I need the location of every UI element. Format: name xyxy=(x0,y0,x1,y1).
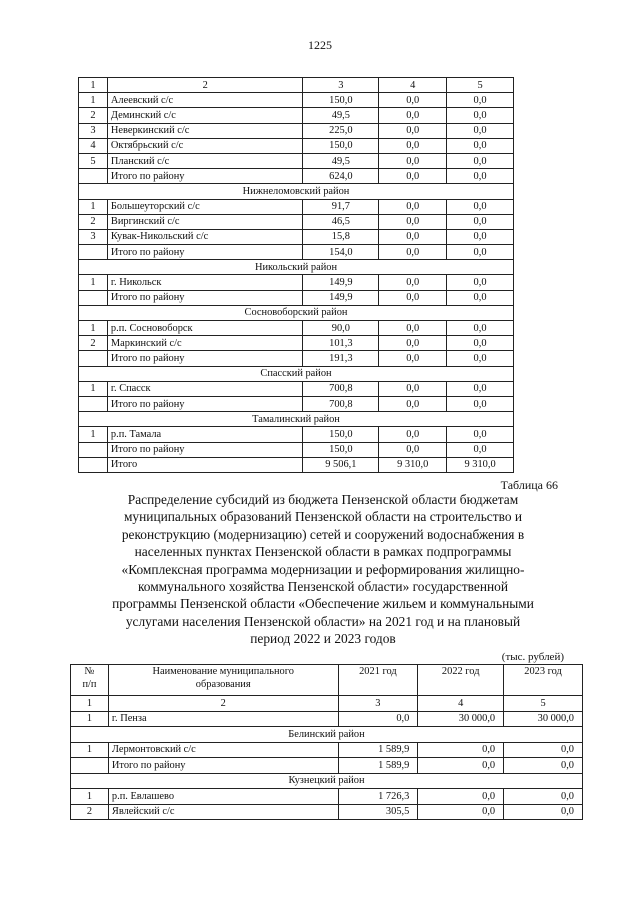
value-2022: 0,0 xyxy=(379,336,447,351)
row-name: Лермонтовский с/с xyxy=(108,742,338,758)
header-name-line1: Наименование муниципального xyxy=(152,666,294,677)
title-line: программы Пензенской области «Обеспечение жильем и коммунальными xyxy=(112,596,534,612)
row-name: р.п. Тамала xyxy=(107,427,303,442)
title-line: коммунального хозяйства Пензенской области» государственной xyxy=(137,579,509,595)
value-2022: 0,0 xyxy=(379,427,447,442)
column-number-cell: 2 xyxy=(107,78,303,93)
value-2023: 0,0 xyxy=(447,138,514,153)
value-2021: 150,0 xyxy=(303,138,379,153)
value-2022: 0,0 xyxy=(418,804,504,820)
total-row xyxy=(79,169,514,184)
row-name: Итого по району xyxy=(107,442,303,457)
column-number-row xyxy=(71,696,583,712)
district-name: Сосновоборский район xyxy=(79,305,514,320)
value-2021: 150,0 xyxy=(303,93,379,108)
row-name: г. Спасск xyxy=(107,381,303,396)
column-number-cell: 1 xyxy=(79,78,108,93)
column-number-cell: 5 xyxy=(504,696,583,712)
row-number xyxy=(79,457,108,472)
value-2021: 91,7 xyxy=(303,199,379,214)
row-name: Большеуторский с/с xyxy=(107,199,303,214)
value-2021: 15,8 xyxy=(303,229,379,244)
row-name: Итого по району xyxy=(107,351,303,366)
table-header-row xyxy=(71,665,583,696)
value-2021: 1 589,9 xyxy=(338,742,418,758)
title-line: период 2022 и 2023 годов xyxy=(250,631,396,647)
value-2022: 0,0 xyxy=(379,153,447,168)
value-2023: 0,0 xyxy=(447,351,514,366)
column-number-cell: 3 xyxy=(338,696,418,712)
header-2022: 2022 год xyxy=(418,665,504,696)
district-row xyxy=(79,305,514,320)
value-2021: 149,9 xyxy=(303,290,379,305)
value-2022: 30 000,0 xyxy=(418,711,504,727)
row-number: 2 xyxy=(79,214,108,229)
column-number-cell: 1 xyxy=(71,696,109,712)
row-name: г. Пенза xyxy=(108,711,338,727)
value-2022: 9 310,0 xyxy=(379,457,447,472)
header-name-line2: образования xyxy=(195,679,251,690)
value-2023: 0,0 xyxy=(447,396,514,411)
value-2021: 49,5 xyxy=(303,153,379,168)
value-2023: 0,0 xyxy=(447,321,514,336)
value-2021: 700,8 xyxy=(303,381,379,396)
row-number: 3 xyxy=(79,123,108,138)
row-name: Итого по району xyxy=(107,169,303,184)
row-name: Планский с/с xyxy=(107,153,303,168)
row-number: 4 xyxy=(79,138,108,153)
subsidy-table-continued xyxy=(78,77,514,473)
row-name: г. Никольск xyxy=(107,275,303,290)
row-name: р.п. Евлашево xyxy=(108,789,338,805)
row-name: Итого по району xyxy=(107,290,303,305)
value-2022: 0,0 xyxy=(379,275,447,290)
row-name: Кувак-Никольский с/с xyxy=(107,229,303,244)
header-number-line1: № xyxy=(84,666,95,677)
table-label: Таблица 66 xyxy=(500,478,558,492)
value-2022: 0,0 xyxy=(379,138,447,153)
value-2021: 305,5 xyxy=(338,804,418,820)
district-name: Тамалинский район xyxy=(79,412,514,427)
header-name xyxy=(108,665,338,696)
value-2023: 0,0 xyxy=(447,108,514,123)
column-number-cell: 4 xyxy=(418,696,504,712)
row-number: 1 xyxy=(79,427,108,442)
value-2022: 0,0 xyxy=(418,742,504,758)
title-line: муниципальных образований Пензенской области на строительство и xyxy=(123,509,523,525)
title-line: услугами населения Пензенской области» на 2021 год и на плановый xyxy=(125,613,521,629)
row-name: Октябрьский с/с xyxy=(107,138,303,153)
header-2023: 2023 год xyxy=(504,665,583,696)
table-row xyxy=(71,804,583,820)
district-name: Кузнецкий район xyxy=(71,773,583,789)
district-row xyxy=(71,727,583,743)
value-2023: 0,0 xyxy=(504,804,583,820)
value-2023: 0,0 xyxy=(447,214,514,229)
row-name: Итого по району xyxy=(108,758,338,774)
title-line: реконструкцию (модернизацию) сетей и сооружений водоснабжения в xyxy=(121,526,525,542)
total-row xyxy=(79,351,514,366)
row-number xyxy=(71,758,109,774)
value-2021: 1 726,3 xyxy=(338,789,418,805)
table-row xyxy=(79,93,514,108)
header-number-line2: п/п xyxy=(82,679,97,690)
row-name: Маркинский с/с xyxy=(107,336,303,351)
value-2021: 150,0 xyxy=(303,427,379,442)
value-2021: 9 506,1 xyxy=(303,457,379,472)
column-number-cell: 2 xyxy=(108,696,338,712)
value-2023: 0,0 xyxy=(447,229,514,244)
value-2023: 0,0 xyxy=(447,245,514,260)
value-2021: 225,0 xyxy=(303,123,379,138)
value-2021: 46,5 xyxy=(303,214,379,229)
table-row xyxy=(71,742,583,758)
row-name: Неверкинский с/с xyxy=(107,123,303,138)
district-row xyxy=(79,184,514,199)
value-2021: 154,0 xyxy=(303,245,379,260)
table-row xyxy=(79,336,514,351)
value-2022: 0,0 xyxy=(379,321,447,336)
value-2023: 0,0 xyxy=(447,123,514,138)
row-number: 2 xyxy=(79,108,108,123)
row-number: 5 xyxy=(79,153,108,168)
row-number: 1 xyxy=(79,381,108,396)
value-2021: 90,0 xyxy=(303,321,379,336)
table-row xyxy=(79,214,514,229)
value-2023: 0,0 xyxy=(447,275,514,290)
row-number: 1 xyxy=(71,789,109,805)
column-number-cell: 4 xyxy=(379,78,447,93)
district-row xyxy=(71,773,583,789)
row-name: Алеевский с/с xyxy=(107,93,303,108)
row-number: 1 xyxy=(79,321,108,336)
row-number: 1 xyxy=(79,275,108,290)
row-number xyxy=(79,245,108,260)
value-2022: 0,0 xyxy=(379,351,447,366)
table-row xyxy=(79,138,514,153)
value-2021: 624,0 xyxy=(303,169,379,184)
value-2021: 101,3 xyxy=(303,336,379,351)
value-2023: 0,0 xyxy=(447,290,514,305)
value-2023: 30 000,0 xyxy=(504,711,583,727)
value-2021: 1 589,9 xyxy=(338,758,418,774)
total-row xyxy=(79,396,514,411)
total-row xyxy=(79,457,514,472)
value-2022: 0,0 xyxy=(379,93,447,108)
table-row xyxy=(79,153,514,168)
row-number: 1 xyxy=(71,742,109,758)
row-number xyxy=(79,442,108,457)
column-number-row xyxy=(79,78,514,93)
value-2023: 9 310,0 xyxy=(447,457,514,472)
value-2022: 0,0 xyxy=(379,396,447,411)
row-name: р.п. Сосновоборск xyxy=(107,321,303,336)
row-number xyxy=(79,290,108,305)
district-name: Никольский район xyxy=(79,260,514,275)
value-2022: 0,0 xyxy=(379,199,447,214)
total-row xyxy=(71,758,583,774)
title-line: «Комплексная программа модернизации и реформирования жилищно- xyxy=(121,561,525,577)
table-row xyxy=(79,321,514,336)
value-2023: 0,0 xyxy=(447,336,514,351)
table-row xyxy=(79,427,514,442)
table-row xyxy=(79,381,514,396)
row-name: Итого xyxy=(107,457,303,472)
value-2022: 0,0 xyxy=(379,229,447,244)
value-2023: 0,0 xyxy=(447,169,514,184)
district-name: Белинский район xyxy=(71,727,583,743)
row-number: 3 xyxy=(79,229,108,244)
units-label: (тыс. рублей) xyxy=(501,651,564,663)
total-row xyxy=(79,290,514,305)
value-2023: 0,0 xyxy=(447,199,514,214)
value-2021: 150,0 xyxy=(303,442,379,457)
column-number-cell: 5 xyxy=(447,78,514,93)
row-number: 2 xyxy=(79,336,108,351)
value-2022: 0,0 xyxy=(379,245,447,260)
value-2022: 0,0 xyxy=(379,123,447,138)
row-name: Итого по району xyxy=(107,396,303,411)
column-number-cell: 3 xyxy=(303,78,379,93)
value-2021: 191,3 xyxy=(303,351,379,366)
row-name: Явлейский с/с xyxy=(108,804,338,820)
row-number: 1 xyxy=(71,711,109,727)
row-number xyxy=(79,351,108,366)
value-2022: 0,0 xyxy=(379,169,447,184)
table-row xyxy=(79,199,514,214)
table-title xyxy=(74,491,572,648)
table-row xyxy=(71,711,583,727)
subsidy-table-66 xyxy=(70,664,583,820)
value-2022: 0,0 xyxy=(418,789,504,805)
row-name: Деминский с/с xyxy=(107,108,303,123)
district-row xyxy=(79,412,514,427)
value-2023: 0,0 xyxy=(447,381,514,396)
header-number xyxy=(71,665,109,696)
value-2023: 0,0 xyxy=(504,789,583,805)
row-number xyxy=(79,169,108,184)
district-row xyxy=(79,366,514,381)
table-row xyxy=(79,229,514,244)
value-2022: 0,0 xyxy=(418,758,504,774)
district-row xyxy=(79,260,514,275)
row-number: 1 xyxy=(79,93,108,108)
table-row xyxy=(79,123,514,138)
value-2023: 0,0 xyxy=(447,153,514,168)
value-2022: 0,0 xyxy=(379,442,447,457)
total-row xyxy=(79,442,514,457)
table-row xyxy=(71,789,583,805)
value-2022: 0,0 xyxy=(379,214,447,229)
row-number: 1 xyxy=(79,199,108,214)
row-number xyxy=(79,396,108,411)
value-2022: 0,0 xyxy=(379,381,447,396)
header-2021: 2021 год xyxy=(338,665,418,696)
row-name: Виргинский с/с xyxy=(107,214,303,229)
value-2021: 49,5 xyxy=(303,108,379,123)
value-2023: 0,0 xyxy=(447,93,514,108)
district-name: Нижнеломовский район xyxy=(79,184,514,199)
row-name: Итого по району xyxy=(107,245,303,260)
table-row xyxy=(79,108,514,123)
value-2023: 0,0 xyxy=(504,758,583,774)
value-2022: 0,0 xyxy=(379,290,447,305)
value-2023: 0,0 xyxy=(504,742,583,758)
value-2021: 0,0 xyxy=(338,711,418,727)
district-name: Спасский район xyxy=(79,366,514,381)
table-row xyxy=(79,275,514,290)
value-2023: 0,0 xyxy=(447,427,514,442)
value-2022: 0,0 xyxy=(379,108,447,123)
total-row xyxy=(79,245,514,260)
title-line: Распределение субсидий из бюджета Пензенской области бюджетам xyxy=(127,492,519,507)
value-2021: 149,9 xyxy=(303,275,379,290)
title-line: населенных пунктах Пензенской области в рамках подпрограммы xyxy=(134,544,512,560)
value-2023: 0,0 xyxy=(447,442,514,457)
page-number: 1225 xyxy=(308,38,332,52)
row-number: 2 xyxy=(71,804,109,820)
value-2021: 700,8 xyxy=(303,396,379,411)
